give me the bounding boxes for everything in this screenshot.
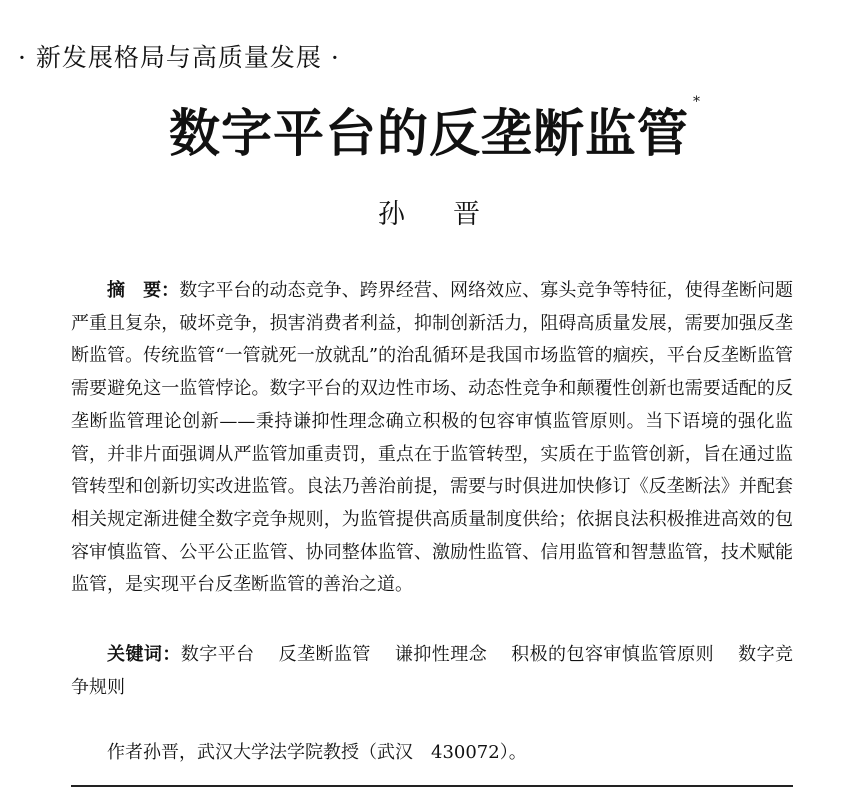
abstract-text: 数字平台的动态竞争、跨界经营、网络效应、寡头竞争等特征，使得垄断问题严重且复杂，破坏竞争，损害消费者利益，抑制创新活力，阻碍高质量发展，需要加强反垄断监管。传统监管“一管就死一放就乱”的治乱循环是我国市场监管的痼疾，平台反垄断监管需要避免这一监管悖论。数字平台的双边性市场、动态性竞争和颠覆性创新也需要适配的反垄断监管理论创新——秉持谦抑性理念确立积极的包容审慎监管原则。当下语境的强化监管，并非片面强调从严监管加重责罚，重点在于监管转型，实质在于监管创新，旨在通过监管转型和创新切实改进监管。良法乃善治前提，需要与时俱进加快修订《反垄断法》并配套相关规定渐进健全数字竞争规则，为监管提供高质量制度供给；依据良法积极推进高效的包容审慎监管、公平公正监管、协同整体监管、激励性监管、信用监管和智慧监管，技术赋能监管，是实现平台反垄断监管的善治之道。 [71, 280, 793, 596]
author-note: 作者孙晋，武汉大学法学院教授（武汉 430072）。 [107, 742, 527, 763]
column-label: · 新发展格局与高质量发展 · [18, 43, 340, 72]
footnote-divider [71, 785, 793, 787]
keywords [71, 639, 793, 704]
article-title [168, 92, 701, 166]
abstract [71, 275, 793, 602]
keyword-item: 反垄断监管 [278, 644, 371, 665]
abstract-label: 摘 要： [107, 280, 180, 301]
keyword-item: 积极的包容审慎监管原则 [511, 644, 715, 665]
author-name: 孙晋 [378, 199, 528, 230]
keyword-item: 数字竞争规则 [71, 644, 794, 698]
keyword-item: 谦抑性理念 [394, 644, 488, 665]
title-block [0, 92, 858, 166]
article-title-text: 数字平台的反垄断监管 [168, 104, 689, 164]
keyword-item: 数字平台 [180, 644, 255, 665]
title-footnote-marker: * [693, 94, 701, 110]
keywords-label: 关键词： [107, 644, 181, 665]
